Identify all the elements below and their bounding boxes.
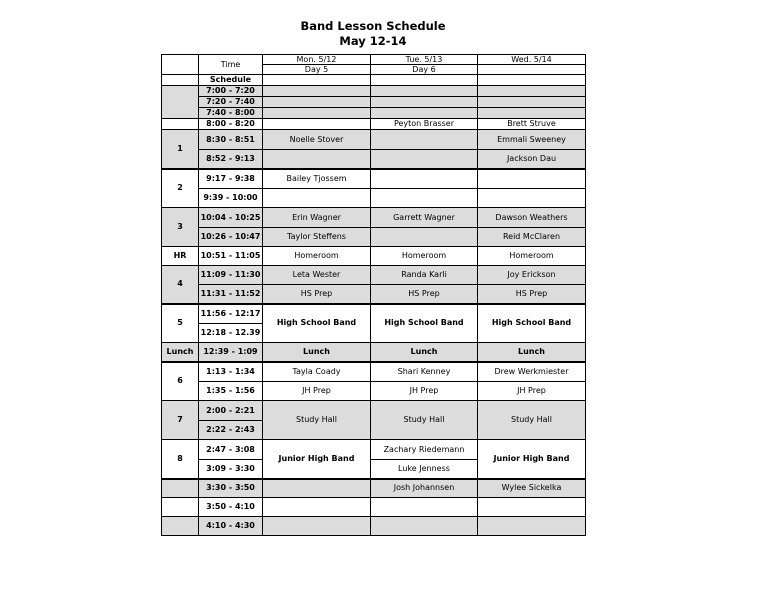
time-cell: 1:13 - 1:34	[199, 362, 263, 382]
slot-cell: Joy Erickson	[478, 266, 586, 285]
slot-cell	[371, 108, 478, 119]
page-title: Band Lesson Schedule	[300, 19, 446, 33]
slot-cell: JH Prep	[478, 382, 586, 401]
slot-cell	[371, 150, 478, 169]
slot-cell: Lunch	[263, 343, 371, 362]
time-cell: 8:30 - 8:51	[199, 130, 263, 150]
slot-cell: Shari Kenney	[371, 362, 478, 382]
slot-cell: Lunch	[478, 343, 586, 362]
time-cell: 7:00 - 7:20	[199, 86, 263, 97]
period-cell	[162, 119, 199, 130]
slot-cell	[263, 517, 371, 536]
slot-cell	[371, 498, 478, 517]
slot-cell	[478, 97, 586, 108]
time-cell: 12:39 - 1:09	[199, 343, 263, 362]
time-cell: 8:00 - 8:20	[199, 119, 263, 130]
header-period-cell	[162, 55, 199, 75]
slot-cell: Tayla Coady	[263, 362, 371, 382]
time-cell: 4:10 - 4:30	[199, 517, 263, 536]
slot-cell: Lunch	[371, 343, 478, 362]
slot-cell: Wylee Sickelka	[478, 479, 586, 498]
slot-cell	[263, 86, 371, 97]
slot-cell: High School Band	[371, 304, 478, 343]
slot-cell: Study Hall	[371, 401, 478, 440]
period-lunch: Lunch	[162, 343, 199, 362]
time-cell: 7:40 - 8:00	[199, 108, 263, 119]
slot-cell	[478, 498, 586, 517]
slot-cell: Noelle Stover	[263, 130, 371, 150]
time-cell: 8:52 - 9:13	[199, 150, 263, 169]
slot-cell: Reid McClaren	[478, 228, 586, 247]
slot-cell: Leta Wester	[263, 266, 371, 285]
slot-cell	[478, 517, 586, 536]
slot-cell	[371, 97, 478, 108]
time-cell: 11:56 - 12:17	[199, 304, 263, 324]
period-5: 5	[162, 304, 199, 343]
time-cell: 10:26 - 10:47	[199, 228, 263, 247]
period-8: 8	[162, 440, 199, 479]
period-7: 7	[162, 401, 199, 440]
time-cell: 12:18 - 12.39	[199, 324, 263, 343]
slot-cell: Emmali Sweeney	[478, 130, 586, 150]
time-cell: 9:39 - 10:00	[199, 189, 263, 208]
header-tue-date: Tue. 5/13	[371, 55, 478, 65]
header-wed-date: Wed. 5/14	[478, 55, 586, 65]
early-period-cell	[162, 86, 199, 119]
slot-cell: Brett Struve	[478, 119, 586, 130]
slot-cell: Study Hall	[478, 401, 586, 440]
slot-cell	[263, 498, 371, 517]
schedule-tue-blank	[371, 75, 478, 86]
slot-cell: Zachary Riedemann	[371, 440, 478, 460]
period-4: 4	[162, 266, 199, 304]
schedule-period-blank	[162, 75, 199, 86]
time-cell: 3:30 - 3:50	[199, 479, 263, 498]
slot-cell: High School Band	[478, 304, 586, 343]
period-cell	[162, 479, 199, 498]
slot-cell: HS Prep	[371, 285, 478, 304]
slot-cell: HS Prep	[478, 285, 586, 304]
slot-cell: Luke Jenness	[371, 460, 478, 479]
slot-cell	[371, 169, 478, 189]
slot-cell: Randa Karli	[371, 266, 478, 285]
period-6: 6	[162, 362, 199, 401]
header-wed-day	[478, 65, 586, 75]
slot-cell: JH Prep	[263, 382, 371, 401]
period-cell	[162, 498, 199, 517]
slot-cell	[478, 189, 586, 208]
header-mon-day: Day 5	[263, 65, 371, 75]
schedule-wed-blank	[478, 75, 586, 86]
slot-cell: Homeroom	[263, 247, 371, 266]
time-cell: 3:09 - 3:30	[199, 460, 263, 479]
slot-cell: High School Band	[263, 304, 371, 343]
slot-cell: Jackson Dau	[478, 150, 586, 169]
header-tue-day: Day 6	[371, 65, 478, 75]
time-cell: 7:20 - 7:40	[199, 97, 263, 108]
header-mon-date: Mon. 5/12	[263, 55, 371, 65]
slot-cell	[263, 108, 371, 119]
slot-cell	[263, 97, 371, 108]
slot-cell	[371, 130, 478, 150]
slot-cell: Josh Johannsen	[371, 479, 478, 498]
slot-cell: Study Hall	[263, 401, 371, 440]
time-cell: 2:00 - 2:21	[199, 401, 263, 421]
period-3: 3	[162, 208, 199, 247]
time-cell: 11:31 - 11:52	[199, 285, 263, 304]
period-1: 1	[162, 130, 199, 169]
slot-cell: Junior High Band	[263, 440, 371, 479]
slot-cell: Erin Wagner	[263, 208, 371, 228]
header-schedule: Schedule	[199, 75, 263, 86]
slot-cell: Drew Werkmiester	[478, 362, 586, 382]
period-homeroom: HR	[162, 247, 199, 266]
slot-cell	[478, 108, 586, 119]
slot-cell	[263, 119, 371, 130]
slot-cell: Homeroom	[478, 247, 586, 266]
slot-cell: Garrett Wagner	[371, 208, 478, 228]
slot-cell: Homeroom	[371, 247, 478, 266]
slot-cell	[371, 189, 478, 208]
slot-cell: Junior High Band	[478, 440, 586, 479]
slot-cell: Peyton Brasser	[371, 119, 478, 130]
time-cell: 10:04 - 10:25	[199, 208, 263, 228]
slot-cell: Dawson Weathers	[478, 208, 586, 228]
period-2: 2	[162, 169, 199, 208]
header-time: Time	[199, 55, 263, 75]
slot-cell: HS Prep	[263, 285, 371, 304]
period-cell	[162, 517, 199, 536]
slot-cell	[371, 228, 478, 247]
time-cell: 2:47 - 3:08	[199, 440, 263, 460]
slot-cell: JH Prep	[371, 382, 478, 401]
time-cell: 11:09 - 11:30	[199, 266, 263, 285]
slot-cell	[478, 86, 586, 97]
slot-cell	[263, 479, 371, 498]
time-cell: 2:22 - 2:43	[199, 421, 263, 440]
slot-cell	[478, 169, 586, 189]
slot-cell	[263, 189, 371, 208]
slot-cell: Bailey Tjossem	[263, 169, 371, 189]
slot-cell	[263, 150, 371, 169]
schedule-mon-blank	[263, 75, 371, 86]
time-cell: 9:17 - 9:38	[199, 169, 263, 189]
time-cell: 10:51 - 11:05	[199, 247, 263, 266]
time-cell: 1:35 - 1:56	[199, 382, 263, 401]
slot-cell	[371, 86, 478, 97]
time-cell: 3:50 - 4:10	[199, 498, 263, 517]
slot-cell: Taylor Steffens	[263, 228, 371, 247]
slot-cell	[371, 517, 478, 536]
schedule-table	[161, 54, 586, 536]
page-subtitle: May 12-14	[339, 34, 407, 48]
